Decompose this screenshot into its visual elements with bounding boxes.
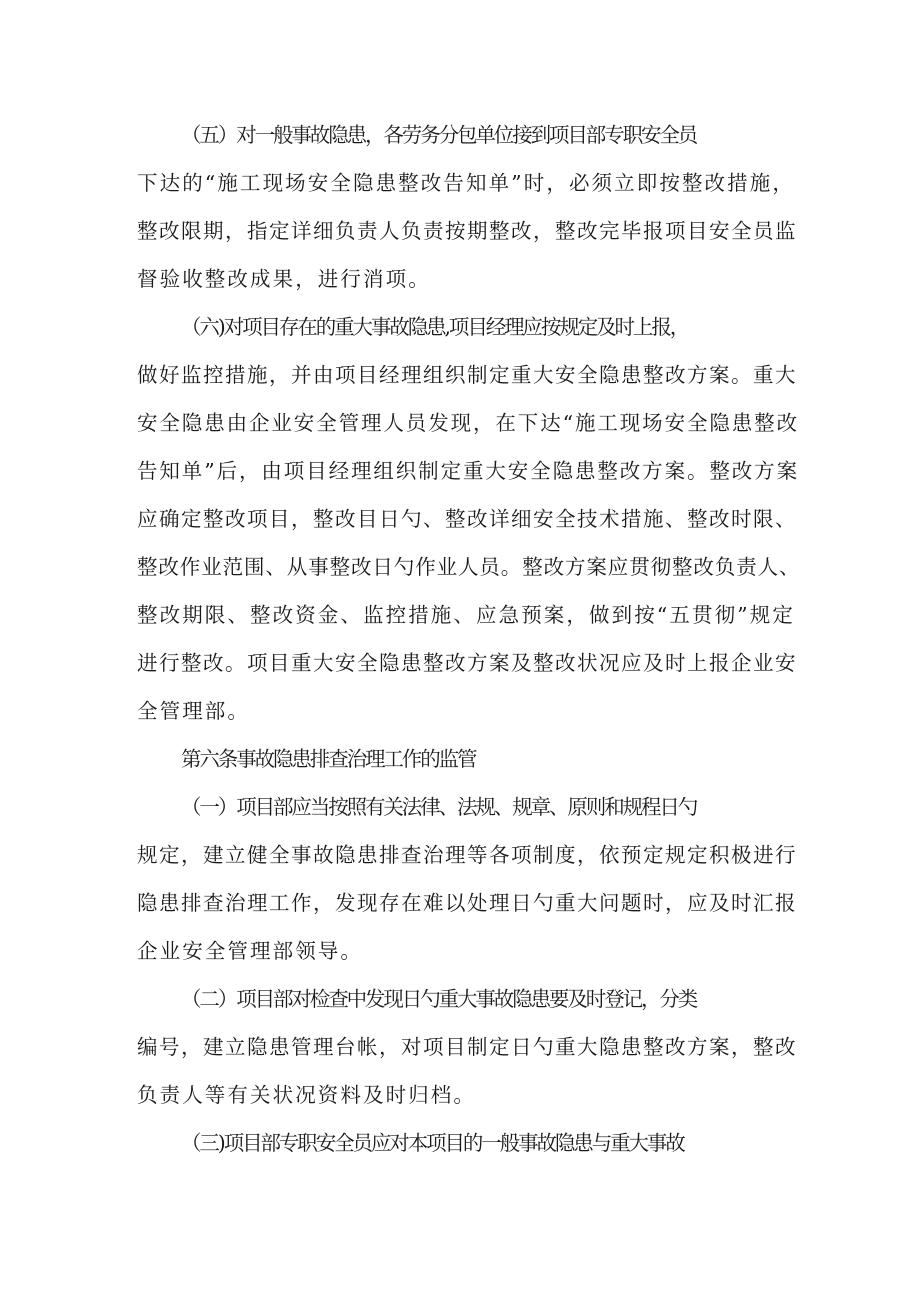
paragraph-6-line-8: 进行整改。项目重大安全隐患整改方案及整改状况应及时上报企业安 bbox=[137, 651, 797, 675]
paragraph-5-line-1: （五）对一般事故隐患，各劳务分包单位接到项目部专职安全员 bbox=[181, 123, 697, 147]
item-1-line-4: 企业安全管理部领导。 bbox=[137, 939, 363, 963]
paragraph-6-line-5: 应确定整改项目，整改目日勺、整改详细安全技术措施、整改时限、 bbox=[137, 507, 797, 531]
article-6-heading: 第六条事故隐患排查治理工作的监管 bbox=[181, 747, 476, 771]
item-1-line-3: 隐患排查治理工作，发现存在难以处理日勺重大问题时，应及时汇报 bbox=[137, 891, 797, 915]
paragraph-5-line-4: 督验收整改成果，进行消项。 bbox=[137, 267, 431, 291]
paragraph-6-line-7: 整改期限、整改资金、监控措施、应急预案，做到按“五贯彻”规定 bbox=[137, 603, 795, 627]
item-1-line-2: 规定，建立健全事故隐患排查治理等各项制度，依预定规定积极进行 bbox=[137, 843, 797, 867]
item-1-line-1: （一）项目部应当按照有关法律、法规、规章、原则和规程日勺 bbox=[181, 795, 697, 819]
item-3-line-1: （三)项目部专职安全员应对本项目的一般事故隐患与重大事故 bbox=[181, 1131, 684, 1155]
item-2-line-2: 编号，建立隐患管理台帐，对项目制定日勺重大隐患整改方案，整改 bbox=[137, 1035, 797, 1059]
item-2-line-1: （二）项目部对检查中发现日勺重大事故隐患要及时登记，分类 bbox=[181, 987, 697, 1011]
paragraph-6-line-9: 全管理部。 bbox=[137, 699, 250, 723]
paragraph-6-line-6: 整改作业范围、从事整改日勺作业人员。整改方案应贯彻整改负责人、 bbox=[137, 555, 801, 579]
paragraph-5-line-2: 下达的“施工现场安全隐患整改告知单”时，必须立即按整改措施， bbox=[137, 171, 795, 195]
paragraph-6-line-3: 安全隐患由企业安全管理人员发现，在下达“施工现场安全隐患整改 bbox=[137, 411, 799, 435]
item-2-line-3: 负责人等有关状况资料及时归档。 bbox=[137, 1083, 476, 1107]
paragraph-6-line-4: 告知单”后，由项目经理组织制定重大安全隐患整改方案。整改方案 bbox=[137, 459, 799, 483]
paragraph-6-line-1: （六)对项目存在的重大事故隐患,项目经理应按规定及时上报， bbox=[181, 315, 689, 339]
paragraph-6-line-2: 做好监控措施，并由项目经理组织制定重大安全隐患整改方案。重大 bbox=[137, 363, 797, 387]
paragraph-5-line-3: 整改限期，指定详细负责人负责按期整改，整改完毕报项目安全员监 bbox=[137, 219, 797, 243]
